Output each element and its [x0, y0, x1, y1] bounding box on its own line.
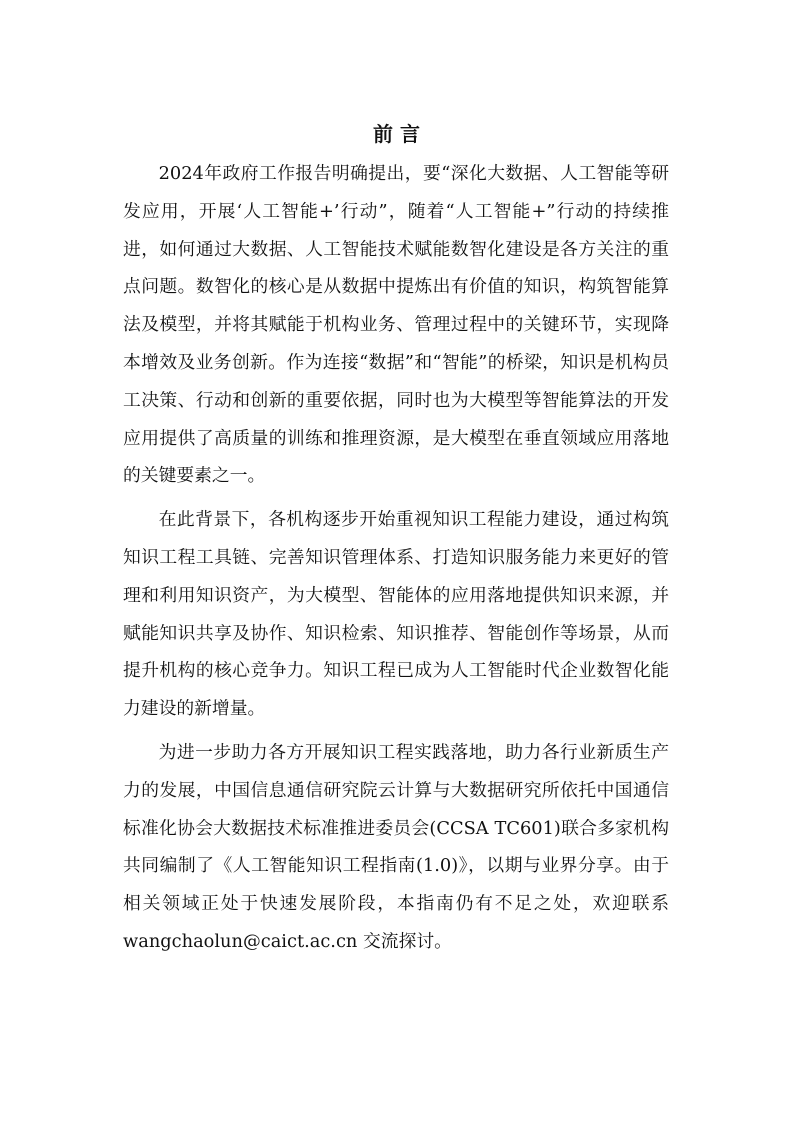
- paragraph-2: 在此背景下，各机构逐步开始重视知识工程能力建设，通过构筑知识工程工具链、完善知识管理体系、打造知识服务能力来更好的管理和利用知识资产，为大模型、智能体的应用落地提供知识来源，并赋能知识共享及协作、知识检索、知识推荐、智能创作等场景，从而提升机构的核心竞争力。知识工程已成为人工智能时代企业数智化能力建设的新增量。: [123, 509, 669, 720]
- paragraph-1: 2024年政府工作报告明确提出，要“深化大数据、人工智能等研发应用，开展‘人工智能+’行动”，随着“人工智能+”行动的持续推进，如何通过大数据、人工智能技术赋能数智化建设是各方关注的重点问题。数智化的核心是从数据中提炼出有价值的知识，构筑智能算法及模型，并将其赋能于机构业务、管理过程中的关键环节，实现降本增效及业务创新。作为连接“数据”和“智能”的桥梁，知识是机构员工决策、行动和创新的重要依据，同时也为大模型等智能算法的开发应用提供了高质量的训练和推理资源，是大模型在垂直领域应用落地的关键要素之一。: [123, 163, 669, 487]
- page-title: 前 言: [373, 122, 420, 146]
- paragraph-3: 为进一步助力各方开展知识工程实践落地，助力各行业新质生产力的发展，中国信息通信研究院云计算与大数据研究所依托中国通信标准化协会大数据技术标准推进委员会(CCSA TC601)联合多家机构共同编制了《人工智能知识工程指南(1.0)》，以期与业界分享。由于相关领域正处于快速发展阶段，本指南仍有不足之处，欢迎联系 wangchaolun@caict.ac.cn 交流探讨。: [123, 741, 669, 952]
- preface-body: [123, 155, 669, 967]
